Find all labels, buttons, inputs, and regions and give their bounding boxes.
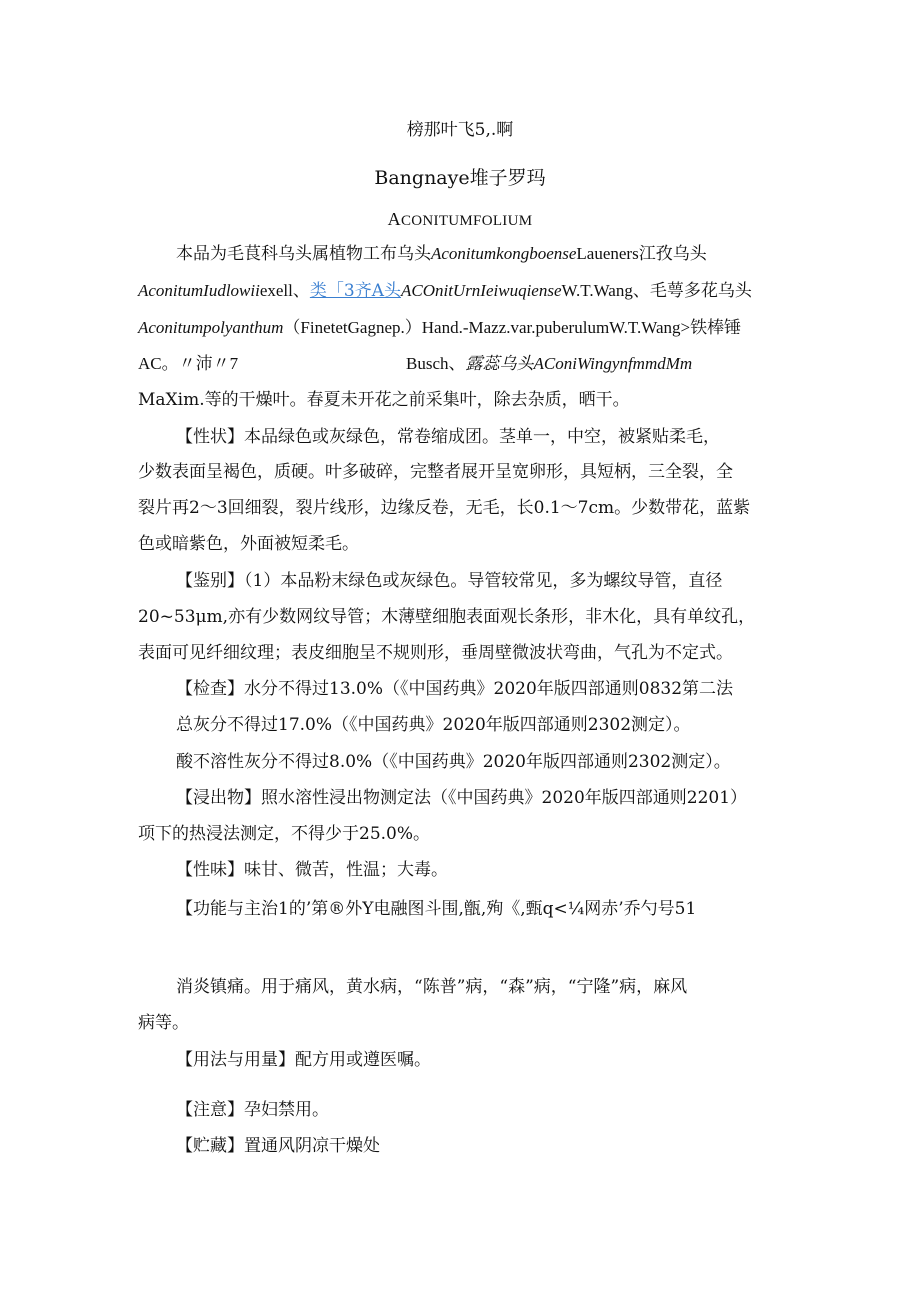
source-l4-b: Busch、 bbox=[406, 354, 466, 373]
source-l2-d: ACOnitUrnIeiwuqiense bbox=[400, 281, 562, 300]
title-garbled: 榜那叶飞5,.啊 bbox=[406, 120, 514, 140]
title-latin bbox=[0, 207, 920, 233]
source-l3-b: （FinetetGagnep.）Hand.-Mazz.var.puberulumW.T.Wang>铁棒锤 bbox=[283, 318, 742, 337]
xingzhuang-line-4: 色或暗紫色，外面被短柔毛。 bbox=[138, 534, 359, 554]
jinchuwu-line-2: 项下的热浸法测定，不得少于25.0%。 bbox=[138, 824, 431, 844]
source-l1-a: 本品为毛茛科乌头属植物工布乌头 bbox=[176, 244, 431, 264]
zhuyi-line: 【注意】孕妇禁用。 bbox=[176, 1100, 329, 1120]
yongfa-line: 【用法与用量】配方用或遵医嘱。 bbox=[176, 1050, 431, 1070]
gongneng-line: 【功能与主治1的’第®外Y电融图斗围,甑,殉《,甄q<¼网赤’乔勺号51 bbox=[176, 899, 697, 919]
source-l4-a: AC。〃沛〃7 bbox=[138, 354, 239, 373]
xingzhuang-line-3: 裂片再2～3回细裂，裂片线形，边缘反卷，无毛，长0.1～7cm。少数带花，蓝紫 bbox=[138, 498, 751, 518]
title-pinyin: Bangnaye堆子罗玛 bbox=[374, 167, 546, 189]
jianbie-line-3: 表面可见纤细纹理；表皮细胞呈不规则形，垂周壁微波状弯曲，气孔为不定式。 bbox=[138, 643, 733, 663]
source-l2-b: exell、 bbox=[259, 281, 310, 300]
zhuzhi-line-1: 消炎镇痛。用于痛风，黄水病，“陈普”病，“森”病，“宁隆”病，麻风 bbox=[176, 977, 688, 997]
source-l4-d: AConiWingynfmmdMm bbox=[533, 354, 693, 373]
source-l2-e: W.T.Wang、毛萼多花乌头 bbox=[561, 281, 752, 300]
source-l3-a: Aconitumpolyanthum bbox=[138, 318, 284, 337]
jinchuwu-line-1: 【浸出物】照水溶性浸出物测定法（《中国药典》2020年版四部通则2201） bbox=[176, 788, 748, 808]
zhuzhi-line-2: 病等。 bbox=[138, 1013, 189, 1033]
source-l2-a: AconitumIudlowii bbox=[138, 281, 260, 300]
jianbie-line-1: 【鉴别】（1）本品粉末绿色或灰绿色。导管较常见，多为螺纹导管，直径 bbox=[176, 571, 723, 591]
xingzhuang-line-2: 少数表面呈褐色，质硬。叶多破碎，完整者展开呈宽卵形，具短柄，三全裂，全 bbox=[138, 462, 733, 482]
jiancha-line-1: 【检查】水分不得过13.0%（《中国药典》2020年版四部通则0832第二法 bbox=[176, 679, 734, 699]
xingzhuang-line-1: 【性状】本品绿色或灰绿色，常卷缩成团。茎单一，中空，被紧贴柔毛， bbox=[176, 427, 720, 447]
source-l2-link[interactable]: 类「3齐A头 bbox=[309, 281, 401, 301]
source-line-3 bbox=[138, 316, 741, 340]
source-line-4 bbox=[138, 352, 238, 376]
source-line-1 bbox=[176, 242, 707, 266]
source-l4-c: 露蕊乌头 bbox=[465, 354, 534, 373]
jiancha-line-3: 酸不溶性灰分不得过8.0%（《中国药典》2020年版四部通则2302测定）。 bbox=[176, 752, 731, 772]
source-line-2 bbox=[138, 279, 752, 303]
title-latin-first: A bbox=[387, 209, 401, 229]
source-l1-b: Aconitumkongboense bbox=[431, 244, 577, 263]
xingwei-line: 【性味】味甘、微苦，性温；大毒。 bbox=[176, 860, 448, 880]
source-line-4b bbox=[406, 352, 692, 376]
source-line-5: MaXim.等的干燥叶。春夏未开花之前采集叶，除去杂质，晒干。 bbox=[138, 390, 630, 410]
source-l1-c: Laueners江孜乌头 bbox=[576, 244, 707, 263]
zhucang-line: 【贮藏】置通风阴凉干燥处 bbox=[176, 1136, 380, 1156]
title-latin-rest: CONITUMFOLIUM bbox=[400, 213, 533, 229]
jiancha-line-2: 总灰分不得过17.0%（《中国药典》2020年版四部通则2302测定）。 bbox=[176, 715, 691, 735]
jianbie-line-2: 20~53μm,亦有少数网纹导管；木薄壁细胞表面观长条形，非木化，具有单纹孔， bbox=[138, 607, 756, 627]
